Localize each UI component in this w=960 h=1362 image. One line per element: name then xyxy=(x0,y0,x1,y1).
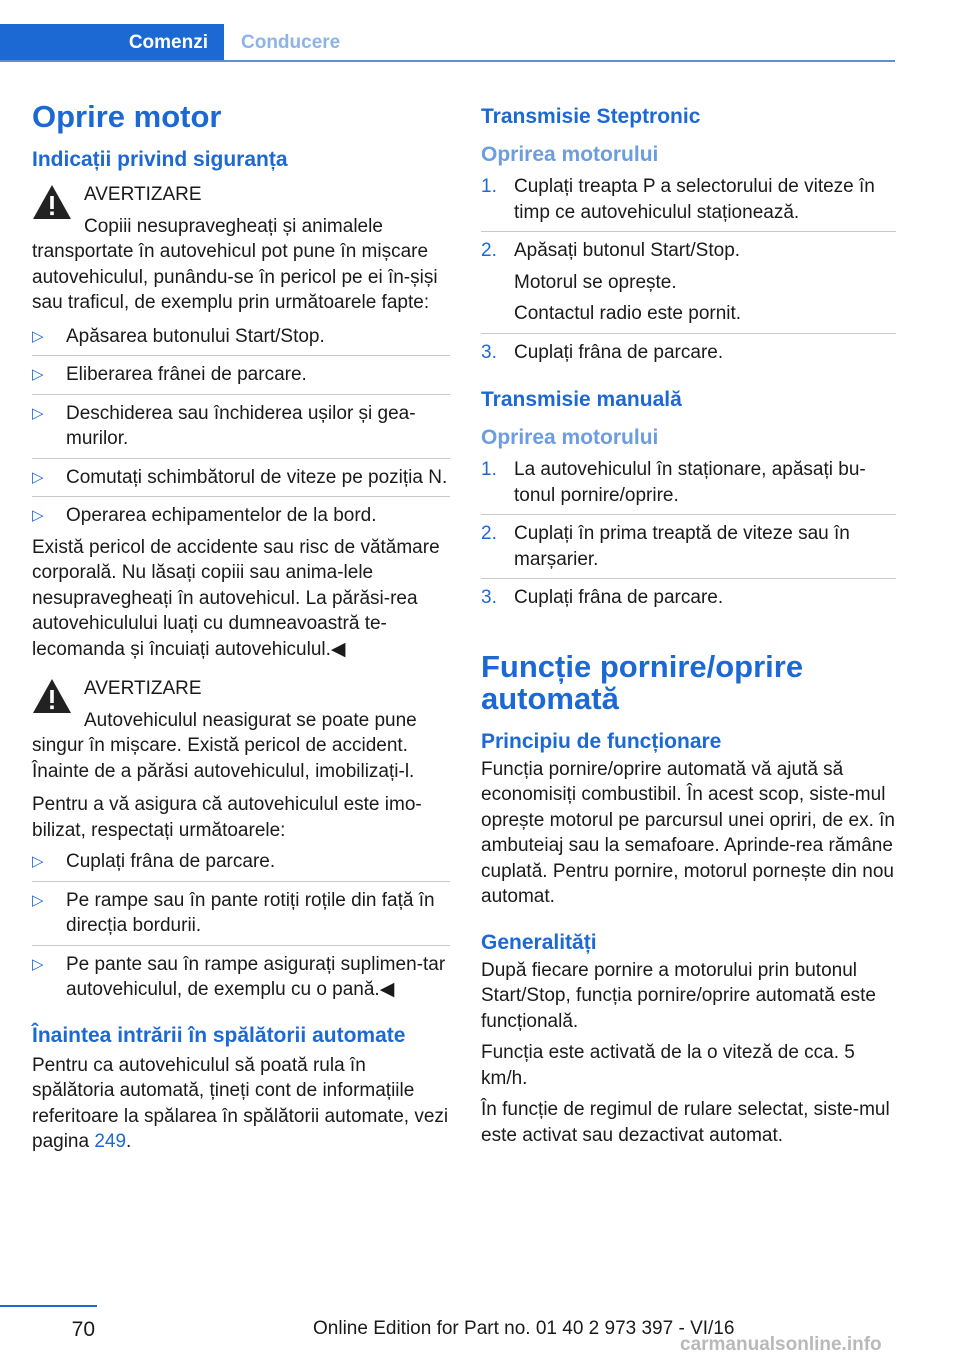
divider xyxy=(481,578,896,579)
triangle-bullet-icon: ▷ xyxy=(32,468,44,486)
stop-engine-heading: Oprirea motorului xyxy=(481,426,659,449)
divider xyxy=(32,881,450,882)
warning-first-line: Autovehiculul neasigurat se poate pune xyxy=(84,709,417,731)
tab-conducere-label: Conducere xyxy=(241,32,341,53)
list-item: ▷ Operarea echipamentelor de la bord. xyxy=(32,503,450,529)
header-divider xyxy=(0,60,895,62)
safety-heading: Indicații privind siguranța xyxy=(32,148,288,171)
list-item: 3. Cuplați frâna de parcare. xyxy=(481,587,724,608)
tab-comenzi[interactable] xyxy=(0,24,224,62)
list-item: ▷ Pe pante sau în rampe asigurați suplimen-tar autovehiculul, de exemplu cu o pană.◀ xyxy=(32,953,446,1000)
list-item: ▷ Deschiderea sau închiderea ușilor și gea-murilor. xyxy=(32,402,416,449)
list-item: 3. Cuplați frâna de parcare. xyxy=(481,341,724,363)
step-note: Contactul radio este pornit. xyxy=(514,303,742,324)
tab-comenzi-label: Comenzi xyxy=(128,32,208,53)
warning-first-line: Copiii nesupravegheați și animalele xyxy=(84,215,383,237)
list-item: 1. La autovehiculul în staționare, apăsați bu-tonul pornire/oprire. xyxy=(481,459,866,506)
warning-triangle-icon xyxy=(32,678,72,714)
section-title: Oprire motor xyxy=(32,99,222,134)
chapter-header xyxy=(0,24,895,62)
triangle-bullet-icon: ▷ xyxy=(32,955,44,973)
list-item: ▷ Eliberarea frânei de parcare. xyxy=(32,362,450,388)
warning-label: AVERTIZARE xyxy=(84,678,202,699)
triangle-bullet-icon: ▷ xyxy=(32,853,44,870)
triangle-bullet-icon: ▷ xyxy=(32,366,44,383)
steps-list-1 xyxy=(481,174,896,365)
carwash-heading: Înaintea intrării în spălătorii automate xyxy=(32,1023,406,1047)
right-column xyxy=(481,98,896,1148)
page-number: 70 xyxy=(71,1318,95,1341)
manual-heading: Transmisie manuală xyxy=(481,388,682,411)
watermark: carmanualsonline.info xyxy=(680,1334,882,1355)
list-item: ▷ Apăsarea butonului Start/Stop. xyxy=(32,324,450,350)
general-paragraph: În funcție de regimul de rulare selectat, siste-mul este activat sau dezactivat automat. xyxy=(481,1099,890,1146)
divider xyxy=(32,458,450,459)
edition-label: Online Edition for Part no. 01 40 2 973 397 - VI/16 xyxy=(313,1318,735,1339)
list-item: 2. Cuplați în prima treaptă de viteze sau în marșarier. xyxy=(481,523,850,570)
divider xyxy=(481,514,896,515)
warning-label: AVERTIZARE xyxy=(84,184,202,205)
triangle-bullet-icon: ▷ xyxy=(32,327,44,345)
general-paragraph: După fiecare pornire a motorului prin butonul Start/Stop, funcția pornire/oprire automată este funcțională. xyxy=(481,959,876,1032)
principle-heading: Principiu de funcționare xyxy=(481,729,722,753)
list-item: 2. Apăsați butonul Start/Stop. xyxy=(481,240,741,261)
left-column xyxy=(32,98,450,1155)
footer-divider xyxy=(0,1305,97,1307)
warning-consequence-text: Există pericol de accidente sau risc de vătămare corporală. Nu lăsați copiii sau anima-lele nesupravegheați în autovehicul. La părăsi-rea autovehiculului luați cu dumneavoastră te-lecomanda și încuiați autovehiculul.◀ xyxy=(32,536,440,660)
list-item: ▷ Comutați schimbătorul de viteze pe poziția N. xyxy=(32,465,450,491)
immobilize-intro: Pentru a vă asigura că autovehiculul este imo-bilizat, respectați următoarele: xyxy=(32,794,422,841)
triangle-bullet-icon: ▷ xyxy=(32,404,44,422)
bullet-list-2 xyxy=(32,849,450,1003)
stop-engine-heading: Oprirea motorului xyxy=(481,143,659,166)
divider xyxy=(32,945,450,946)
tab-conducere[interactable] xyxy=(224,24,384,60)
autostop-heading: Funcție pornire/oprire automată xyxy=(481,648,804,716)
list-item: 1. Cuplați treapta P a selectorului de viteze în timp ce autovehiculul staționează. xyxy=(481,176,875,223)
divider xyxy=(32,355,450,356)
divider xyxy=(481,333,896,334)
general-paragraph: Funcția este activată de la o viteză de cca. 5 km/h. xyxy=(481,1042,855,1089)
list-item: ▷ Pe rampe sau în pante rotiți roțile din față în direcția bordurii. xyxy=(32,889,435,936)
triangle-bullet-icon: ▷ xyxy=(32,891,44,909)
triangle-bullet-icon: ▷ xyxy=(32,507,44,524)
bullet-list-1 xyxy=(32,324,450,529)
general-heading: Generalități xyxy=(481,930,597,954)
principle-text: Funcția pornire/oprire automată vă ajută să economisiți combustibil. În acest scop, siste-mul oprește motorul pe parcursul unei opriri, de ex. în ambuteiaj sau la semafoare. Aprinde-rea rămâne cuplată. Pentru pornire, motorul pornește din nou automat. xyxy=(481,758,895,907)
steptronic-heading: Transmisie Steptronic xyxy=(481,105,701,128)
divider xyxy=(32,394,450,395)
divider xyxy=(481,231,896,232)
list-item: ▷ Cuplați frâna de parcare. xyxy=(32,849,450,875)
steps-list-2 xyxy=(481,457,896,611)
warning-text: transportate în autovehicul pot pune în mișcare autovehiculul, punându-se în pericol pe ei în-șiși sau traficul, de exemplu prin următoarele fapte: xyxy=(32,241,438,313)
warning-triangle-icon xyxy=(32,184,72,220)
step-note: Motorul se oprește. xyxy=(514,271,677,293)
divider xyxy=(32,496,450,497)
warning-block-1 xyxy=(32,182,450,239)
warning-block-2 xyxy=(32,676,450,733)
warning-text: singur în mișcare. Există pericol de accident. Înainte de a părăsi autovehiculul, imobilizați-l. xyxy=(32,735,415,782)
page-link-249[interactable]: 249 xyxy=(94,1131,127,1152)
carwash-text: Pentru ca autovehiculul să poată rula în spălătoria automată, țineți cont de informațiile referitoare la spălarea în spălătorii automate, vezi pagina 249. xyxy=(32,1054,449,1152)
